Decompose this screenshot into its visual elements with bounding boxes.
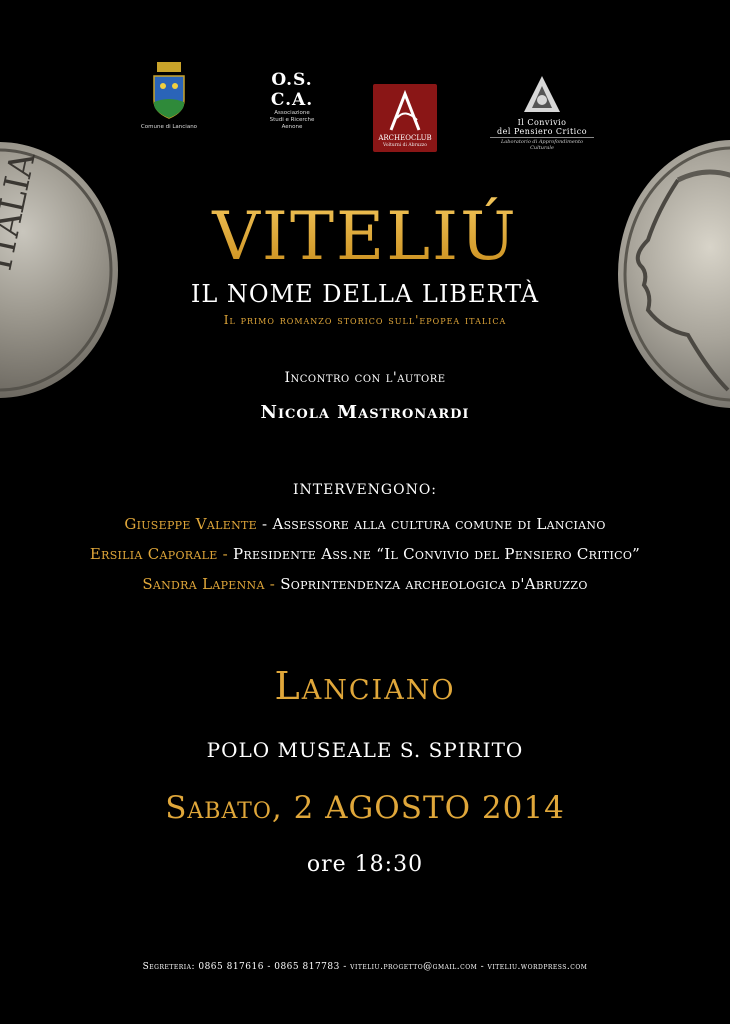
archeoclub-sub: Volturni di Abruzzo [383, 143, 427, 148]
book-subtitle: IL NOME DELLA LIBERTÀ [190, 280, 540, 308]
speaker-line [0, 515, 730, 533]
speaker-line [0, 545, 730, 563]
osca-line1: O.S. [271, 70, 313, 90]
triangle-emblem-icon [522, 74, 562, 114]
comune-lanciano-logo [140, 62, 198, 130]
osca-sub1: Associazione [274, 110, 310, 116]
lanciano-caption: Comune di Lanciano [140, 124, 198, 130]
book-title: VITELIÚ [0, 197, 730, 277]
osca-sub3: Aenone [281, 124, 303, 130]
osca-sub2: Studi e Ricerche [269, 117, 315, 123]
convivio-line3: Laboratorio di Approfondimento Culturale [490, 137, 594, 151]
osca-logo [262, 70, 322, 131]
speaker-role: Soprintendenza archeologica d'Abruzzo [275, 575, 588, 593]
meeting-heading: Incontro con l'autore [284, 370, 446, 386]
event-city: Lanciano [274, 664, 456, 708]
event-time: ore 18:30 [306, 852, 424, 877]
convivio-line1: Il Convivio [517, 118, 567, 127]
archeoclub-name: ARCHEOCLUB [378, 134, 432, 142]
event-date: Sabato, 2 AGOSTO 2014 [165, 790, 565, 826]
coat-of-arms-icon [151, 62, 187, 114]
event-venue: POLO MUSEALE S. SPIRITO [206, 738, 524, 762]
speaker-name: Giuseppe Valente [124, 515, 257, 533]
convivio-logo [490, 74, 594, 151]
speaker-role: Presidente Ass.ne “Il Convivio del Pensiero Critico” [227, 545, 641, 563]
osca-line2: C.A. [270, 90, 314, 110]
convivio-line2: del Pensiero Critico [496, 127, 588, 136]
speaker-line [0, 575, 730, 593]
speaker-name: Sandra Lapenna - [142, 575, 276, 593]
book-tagline: Il primo romanzo storico sull'epopea italica [223, 313, 507, 327]
speaker-name: Ersilia Caporale - [89, 545, 228, 563]
contact-footer: Segreteria: 0865 817616 - 0865 817783 - viteliu.progetto@gmail.com - viteliu.wordpress.com [142, 962, 588, 972]
archeoclub-emblem-icon [387, 90, 423, 132]
author-name: Nicola Mastronardi [260, 402, 470, 423]
speaker-role: - Assessore alla cultura comune di Lanciano [256, 515, 606, 533]
speakers-heading: INTERVENGONO: [292, 482, 438, 498]
archeoclub-logo [373, 84, 437, 152]
